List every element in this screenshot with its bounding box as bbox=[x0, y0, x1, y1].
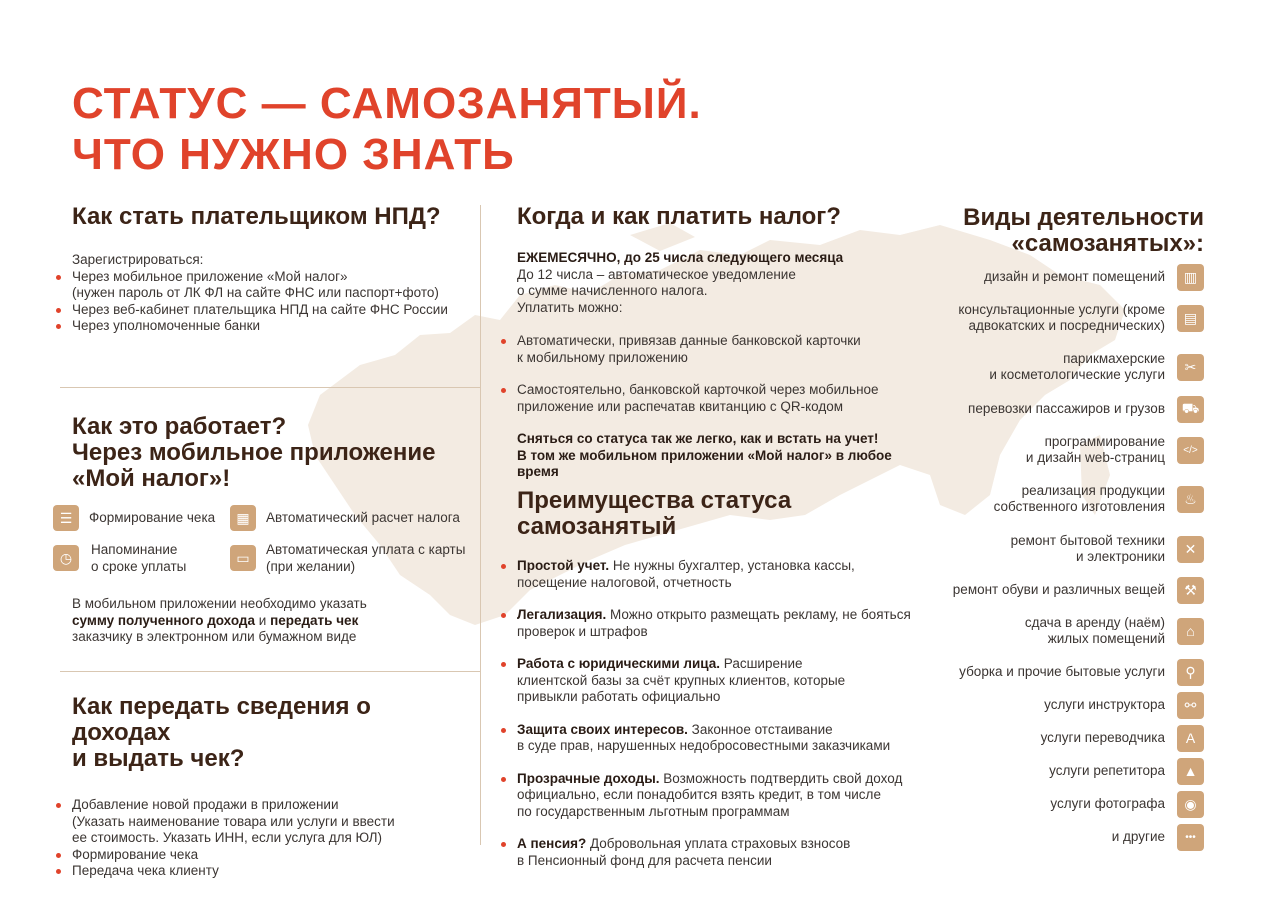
pay-line4: Уплатить можно: bbox=[517, 299, 623, 315]
activity-label bbox=[989, 351, 1165, 384]
pay-option-line2: приложение или распечатав квитанцию с QR-кодом bbox=[517, 398, 844, 414]
how-note-line2 bbox=[72, 613, 472, 630]
activity-label-line1: услуги фотографа bbox=[1050, 795, 1165, 811]
feature-label-line2: о сроке уплаты bbox=[91, 558, 187, 574]
list-item bbox=[517, 558, 937, 591]
receipt-icon: ☰ bbox=[53, 505, 79, 531]
activity-item bbox=[1112, 824, 1204, 851]
activity-label-line1: ремонт бытовой техники bbox=[1010, 532, 1165, 548]
cupcake-icon: ♨ bbox=[1177, 486, 1204, 513]
paint-roller-icon: ▥ bbox=[1177, 264, 1204, 291]
activity-label-line1: услуги репетитора bbox=[1049, 762, 1165, 778]
pay-option-line1: Самостоятельно, банковской карточкой через мобильное bbox=[517, 382, 879, 397]
how-note bbox=[72, 596, 472, 646]
activity-label-line1: услуги инструктора bbox=[1044, 696, 1165, 712]
feature-label: Автоматический расчет налога bbox=[266, 510, 460, 525]
feature-receipt bbox=[53, 505, 215, 531]
activity-label bbox=[1050, 796, 1165, 813]
column-divider bbox=[480, 205, 481, 845]
list-item: Добавление новой продажи в приложении bbox=[72, 797, 472, 814]
list-item bbox=[517, 382, 937, 415]
advantage-title: Работа с юридическими лица. bbox=[517, 656, 721, 671]
become-intro: Зарегистрироваться: bbox=[72, 252, 204, 267]
scissors-icon: ✂ bbox=[1177, 354, 1204, 381]
transfer-heading-line1: Как передать сведения о доходах bbox=[72, 693, 371, 746]
activity-label-line1: и другие bbox=[1111, 828, 1165, 844]
feature-label bbox=[266, 542, 465, 575]
activity-item bbox=[1041, 725, 1204, 752]
list-item bbox=[517, 333, 937, 366]
activity-label-line1: парикмахерские bbox=[1063, 350, 1165, 366]
list-item: ее стоимость. Указать ИНН, если услуга для ЮЛ) bbox=[72, 830, 382, 845]
broom-icon: ⚲ bbox=[1177, 659, 1204, 686]
pay-remove-line1: Сняться со статуса так же легко, как и встать на учет! bbox=[517, 431, 879, 446]
feature-reminder bbox=[53, 542, 186, 575]
activity-item bbox=[984, 264, 1204, 291]
calculator-icon: ▦ bbox=[230, 505, 256, 531]
activity-label-line1: ремонт обуви и различных вещей bbox=[952, 581, 1165, 597]
advantage-title: А пенсия? bbox=[517, 836, 587, 851]
advantage-text: Возможность подтвердить свой доход bbox=[659, 770, 903, 786]
pay-section bbox=[517, 204, 937, 481]
list-item bbox=[517, 722, 937, 755]
feature-calculator bbox=[230, 505, 460, 531]
feature-label-line1: Автоматическая уплата с карты bbox=[266, 542, 466, 557]
advantage-text: посещение налоговой, отчетность bbox=[517, 574, 732, 590]
activity-item bbox=[994, 483, 1204, 516]
activity-label bbox=[1112, 829, 1165, 846]
advantage-title: Защита своих интересов. bbox=[517, 721, 688, 737]
activities-heading-line2: «самозанятых»: bbox=[1011, 230, 1204, 257]
graduation-cap-icon: ▲ bbox=[1177, 758, 1204, 785]
advantage-text: проверок и штрафов bbox=[517, 623, 648, 639]
advantages-section bbox=[517, 488, 937, 885]
activity-label-line1: уборка и прочие бытовые услуги bbox=[959, 663, 1165, 679]
how-heading-line2: Через мобильное приложение bbox=[72, 439, 436, 466]
activity-label bbox=[994, 483, 1165, 516]
how-section bbox=[72, 414, 472, 492]
advantage-title: Прозрачные доходы. bbox=[517, 770, 660, 786]
list-item: (нужен пароль от ЛК ФЛ на сайте ФНС или паспорт+фото) bbox=[72, 285, 439, 300]
activity-label-line1: сдача в аренду (наём) bbox=[1024, 614, 1165, 630]
activity-label bbox=[1026, 434, 1165, 467]
activity-label-line1: программирование bbox=[1044, 433, 1165, 449]
transfer-section bbox=[72, 694, 472, 880]
advantages-heading: Преимущества статуса самозанятый bbox=[517, 487, 792, 540]
pay-options bbox=[517, 333, 937, 415]
activity-label-line1: реализация продукции bbox=[1021, 482, 1165, 498]
activity-label bbox=[953, 582, 1165, 599]
list-item: Формирование чека bbox=[72, 847, 472, 864]
activity-item bbox=[1050, 791, 1204, 818]
translate-icon: A bbox=[1177, 725, 1204, 752]
list-item bbox=[517, 836, 937, 869]
advantage-title: Легализация. bbox=[517, 607, 607, 622]
activity-label-line2: и дизайн web-страниц bbox=[1025, 450, 1165, 465]
activity-label-line1: перевозки пассажиров и грузов bbox=[968, 400, 1165, 416]
page-title-line2: ЧТО НУЖНО ЗНАТЬ bbox=[72, 130, 515, 179]
become-heading: Как стать плательщиком НПД? bbox=[72, 203, 441, 230]
list-item: Передача чека клиенту bbox=[72, 863, 472, 880]
advantage-text: Добровольная уплата страховых взносов bbox=[586, 836, 851, 851]
advantage-text: Не нужны бухгалтер, установка кассы, bbox=[609, 558, 855, 573]
how-note-bold: сумму полученного дохода bbox=[72, 612, 256, 628]
activities-heading bbox=[963, 205, 1204, 257]
list-item bbox=[517, 656, 937, 706]
how-note-line1: В мобильном приложении необходимо указать bbox=[72, 596, 367, 611]
activity-label-line1: услуги переводчика bbox=[1040, 729, 1165, 745]
become-section bbox=[72, 204, 472, 335]
page-title bbox=[72, 78, 702, 180]
activities-heading-line1: Виды деятельности bbox=[963, 204, 1204, 231]
how-heading-line3: «Мой налог»! bbox=[72, 465, 231, 492]
pay-body bbox=[517, 250, 937, 316]
activity-label bbox=[968, 401, 1165, 418]
tools-icon: ✕ bbox=[1177, 536, 1204, 563]
pay-option-line1: Автоматически, привязав данные банковской карточки bbox=[517, 333, 861, 348]
activity-item bbox=[1011, 533, 1204, 566]
activity-item bbox=[1025, 615, 1204, 648]
camera-icon: ◉ bbox=[1177, 791, 1204, 818]
activity-label-line1: дизайн и ремонт помещений bbox=[984, 268, 1165, 284]
activity-label-line2: собственного изготовления bbox=[993, 499, 1165, 514]
advantage-text: Законное отстаивание bbox=[687, 721, 833, 737]
chat-icon: ▤ bbox=[1177, 305, 1204, 332]
list-item: Через уполномоченные банки bbox=[72, 318, 472, 335]
code-icon: </> bbox=[1177, 437, 1204, 464]
how-heading bbox=[72, 414, 472, 492]
activity-label bbox=[958, 302, 1165, 335]
activity-label bbox=[1041, 730, 1165, 747]
transfer-heading bbox=[72, 694, 472, 772]
activities-section bbox=[963, 205, 1204, 257]
advantage-title: Простой учет. bbox=[517, 558, 610, 573]
list-item bbox=[517, 607, 937, 640]
advantage-text: официально, если понадобится взять кредит, в том числе bbox=[517, 787, 881, 802]
activity-label bbox=[984, 269, 1165, 286]
advantage-text: в Пенсионный фонд для расчета пенсии bbox=[517, 852, 772, 868]
page-title-line1: СТАТУС — САМОЗАНЯТЫЙ. bbox=[72, 79, 702, 128]
become-list bbox=[72, 269, 472, 335]
pay-option-line2: к мобильному приложению bbox=[517, 349, 688, 365]
how-note-line3: заказчику в электронном или бумажном виде bbox=[72, 629, 357, 644]
activity-item bbox=[1026, 434, 1204, 467]
list-item bbox=[517, 771, 937, 821]
advantage-text: по государственным льготным программам bbox=[517, 803, 790, 819]
activity-item bbox=[958, 302, 1204, 335]
feature-label bbox=[89, 542, 186, 575]
advantage-text: Можно открыто размещать рекламу, не бояться bbox=[606, 607, 911, 622]
pay-monthly: ЕЖЕМЕСЯЧНО, до 25 числа следующего месяца bbox=[517, 250, 844, 265]
advantages-list bbox=[517, 558, 937, 869]
house-icon: ⌂ bbox=[1177, 618, 1204, 645]
how-note-and: и bbox=[255, 612, 271, 628]
hammer-icon: ⚒ bbox=[1177, 577, 1204, 604]
activity-item bbox=[953, 577, 1204, 604]
how-note-bold: передать чек bbox=[270, 612, 359, 628]
activity-item bbox=[968, 396, 1204, 423]
activity-label bbox=[1025, 615, 1165, 648]
activity-label-line2: адвокатских и посреднических) bbox=[968, 318, 1165, 333]
card-icon: ▭ bbox=[230, 545, 256, 571]
pay-remove-line2: В том же мобильном приложении «Мой налог» в любое время bbox=[517, 447, 892, 479]
activity-label bbox=[1049, 763, 1165, 780]
clock-icon: ◷ bbox=[53, 545, 79, 571]
activity-item bbox=[1049, 758, 1204, 785]
activity-item bbox=[959, 659, 1204, 686]
advantage-text: в суде прав, нарушенных недобросовестными заказчиками bbox=[517, 738, 891, 753]
list-item: Через мобильное приложение «Мой налог» bbox=[72, 269, 472, 286]
feature-label: Формирование чека bbox=[89, 510, 216, 525]
pay-line3: о сумме начисленного налога. bbox=[517, 283, 708, 298]
truck-icon: ⛟ bbox=[1177, 396, 1204, 423]
feature-label-line1: Напоминание bbox=[91, 542, 178, 557]
activity-label bbox=[959, 664, 1165, 681]
activity-item bbox=[989, 351, 1204, 384]
advantage-text: клиентской базы за счёт крупных клиентов, которые bbox=[517, 672, 846, 688]
activity-label-line1: консультационные услуги (кроме bbox=[958, 301, 1165, 317]
feature-card bbox=[230, 542, 465, 575]
transfer-heading-line2: и выдать чек? bbox=[72, 745, 245, 772]
pay-heading: Когда и как платить налог? bbox=[517, 203, 841, 230]
more-icon: ••• bbox=[1177, 824, 1204, 851]
section-divider bbox=[60, 387, 480, 388]
pay-remove bbox=[517, 431, 937, 481]
activity-label-line2: и электроники bbox=[1076, 549, 1165, 564]
activity-item bbox=[1044, 692, 1204, 719]
activity-label-line2: и косметологические услуги bbox=[989, 367, 1165, 382]
feature-label-line2: (при желании) bbox=[266, 558, 356, 574]
activity-label-line2: жилых помещений bbox=[1047, 631, 1165, 646]
activity-label bbox=[1044, 697, 1165, 714]
advantage-text: привыкли работать официально bbox=[517, 689, 721, 704]
section-divider bbox=[60, 671, 480, 672]
how-heading-line1: Как это работает? bbox=[72, 413, 287, 440]
activity-label bbox=[1011, 533, 1165, 566]
list-item: Через веб-кабинет плательщика НПД на сайте ФНС России bbox=[72, 302, 472, 319]
dumbbell-icon: ⚯ bbox=[1177, 692, 1204, 719]
advantage-text: Расширение bbox=[720, 656, 803, 671]
transfer-list bbox=[72, 797, 472, 880]
list-item: (Указать наименование товара или услуги и ввести bbox=[72, 813, 395, 829]
pay-line2: До 12 числа – автоматическое уведомление bbox=[517, 266, 796, 282]
